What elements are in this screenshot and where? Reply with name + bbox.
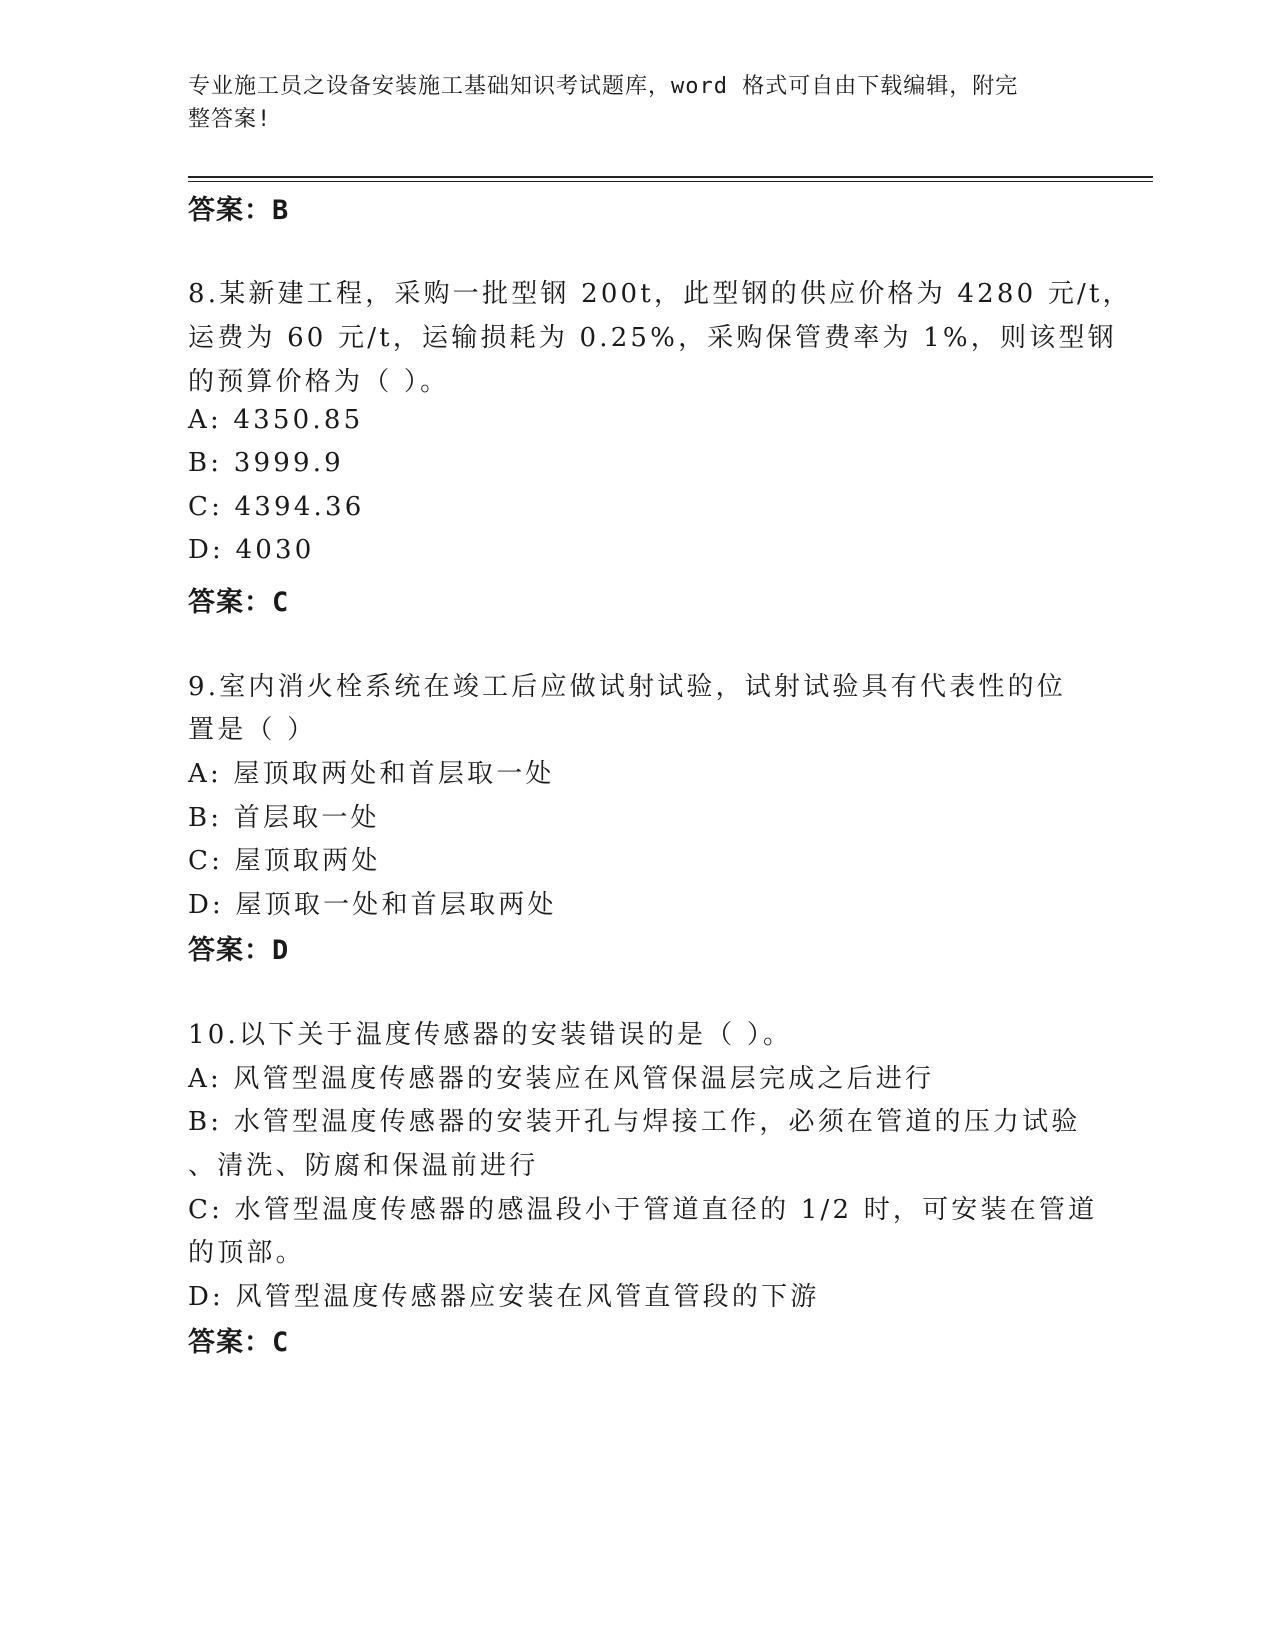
q9-option-a: A: 屋顶取两处和首层取一处 xyxy=(188,759,555,789)
q8-option-b: B: 3999.9 xyxy=(188,448,344,478)
document-header xyxy=(188,70,1068,136)
q8-option-c: C: 4394.36 xyxy=(188,492,365,522)
header-line-1: 专业施工员之设备安装施工基础知识考试题库，word 格式可自由下载编辑，附完 xyxy=(188,74,1019,99)
q10-answer: 答案：C xyxy=(188,1327,290,1358)
header-line-2: 整答案! xyxy=(188,107,272,132)
q10-option-a: A: 风管型温度传感器的安装应在风管保温层完成之后进行 xyxy=(188,1064,935,1094)
q10-stem-line-1: 10.以下关于温度传感器的安装错误的是（ ）。 xyxy=(188,1020,793,1050)
q8-option-d: D: 4030 xyxy=(188,535,315,565)
q8-stem-line-3: 的预算价格为（ ）。 xyxy=(188,367,450,397)
q8-stem-line-1: 8.某新建工程，采购一批型钢 200t，此型钢的供应价格为 4280 元/t， xyxy=(188,279,1132,309)
q9-stem-line-2: 置是（ ） xyxy=(188,715,317,745)
q10-option-b-line-2: 、清洗、防腐和保温前进行 xyxy=(188,1151,539,1181)
q8-option-a: A: 4350.85 xyxy=(188,405,364,435)
header-rule-thin xyxy=(188,181,1153,182)
q9-answer: 答案：D xyxy=(188,935,290,966)
q10-option-d: D: 风管型温度传感器应安装在风管直管段的下游 xyxy=(188,1282,820,1312)
q9-stem-line-1: 9.室内消火栓系统在竣工后应做试射试验，试射试验具有代表性的位 xyxy=(188,672,1067,702)
q9-option-d: D: 屋顶取一处和首层取两处 xyxy=(188,890,557,920)
q10-option-c-line-2: 的顶部。 xyxy=(188,1238,305,1268)
q9-option-b: B: 首层取一处 xyxy=(188,803,380,833)
q10-option-c-line-1: C: 水管型温度传感器的感温段小于管道直径的 1/2 时，可安装在管道 xyxy=(188,1195,1098,1225)
q9-option-c: C: 屋顶取两处 xyxy=(188,846,381,876)
prev-answer: 答案：B xyxy=(188,195,290,226)
q8-stem-line-2: 运费为 60 元/t，运输损耗为 0.25%，采购保管费率为 1%，则该型钢 xyxy=(188,323,1117,353)
header-rule-thick xyxy=(188,176,1153,178)
q8-answer: 答案：C xyxy=(188,587,290,618)
q10-option-b-line-1: B: 水管型温度传感器的安装开孔与焊接工作，必须在管道的压力试验 xyxy=(188,1107,1081,1137)
